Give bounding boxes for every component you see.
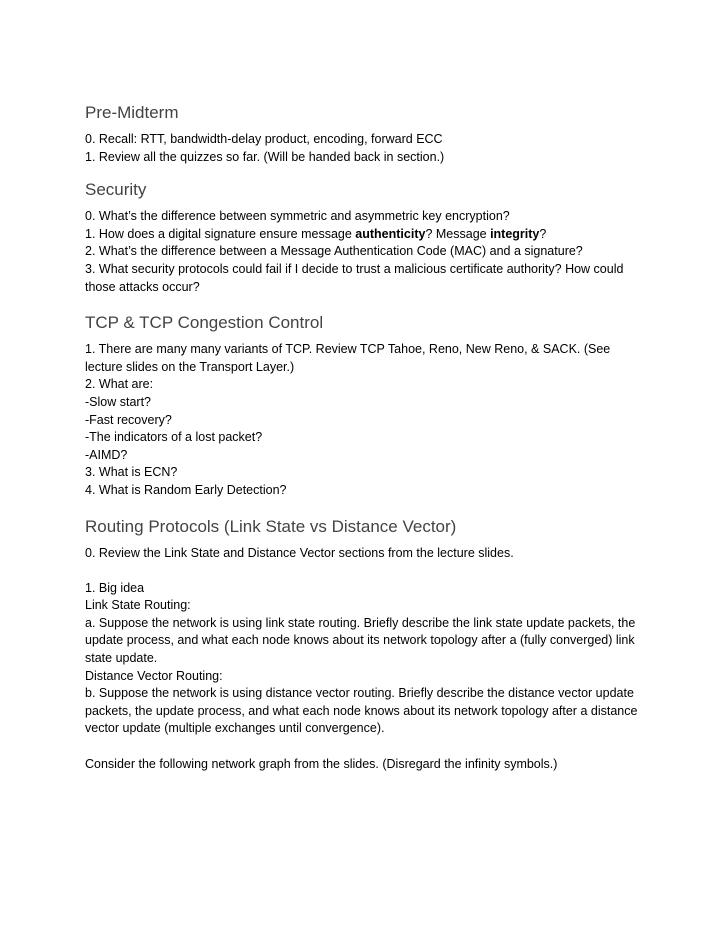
text-line: -Fast recovery? <box>85 412 172 427</box>
text-fragment: 1. How does a digital signature ensure message <box>85 226 356 241</box>
section-security <box>85 179 645 296</box>
text-line: 3. What security protocols could fail if I decide to trust a malicious certificate authority? How could those attacks occur? <box>85 261 624 294</box>
text-line <box>85 226 645 244</box>
text-line: 0. Recall: RTT, bandwidth-delay product, encoding, forward ECC <box>85 132 443 146</box>
text-line: a. Suppose the network is using link state routing. Briefly describe the link state update packets, the update process, and what each node knows about its network topology after a (fully converged) link state update. <box>85 615 636 666</box>
text-line: 3. What is ECN? <box>85 465 178 480</box>
text-line: -Slow start? <box>85 394 151 409</box>
text-line: 0. What’s the difference between symmetric and asymmetric key encryption? <box>85 209 510 224</box>
text-line: Consider the following network graph from the slides. (Disregard the infinity symbols.) <box>85 756 558 771</box>
blank-line <box>85 562 645 580</box>
text-line: 2. What are: <box>85 377 154 392</box>
section-heading: Security <box>85 180 147 200</box>
bold-term-integrity: integrity <box>490 226 540 241</box>
text-line: Link State Routing: <box>85 598 191 613</box>
text-line: -AIMD? <box>85 447 128 462</box>
text-fragment: ? <box>539 226 547 241</box>
section-routing <box>85 516 645 774</box>
section-heading: Routing Protocols (Link State vs Distance Vector) <box>85 516 457 536</box>
section-tcp <box>85 312 645 499</box>
text-line: -The indicators of a lost packet? <box>85 430 263 445</box>
document-page <box>85 102 645 786</box>
blank-line <box>85 738 645 756</box>
text-line: 2. What’s the difference between a Message Authentication Code (MAC) and a signature? <box>85 244 583 259</box>
section-heading: Pre-Midterm <box>85 103 179 122</box>
text-fragment: ? Message <box>425 226 491 241</box>
text-line: 1. There are many many variants of TCP. Review TCP Tahoe, Reno, New Reno, & SACK. (See lecture slides on the Transport Layer.) <box>85 342 611 374</box>
text-line: 1. Big idea <box>85 580 145 595</box>
text-line: b. Suppose the network is using distance vector routing. Briefly describe the distance vector update packets, the update process, and what each node knows about its network topology after a distance vector update (multiple exchanges until convergence). <box>85 686 638 736</box>
text-line: Distance Vector Routing: <box>85 668 223 683</box>
text-line: 0. Review the Link State and Distance Vector sections from the lecture slides. <box>85 545 514 560</box>
text-line: 4. What is Random Early Detection? <box>85 482 287 497</box>
bold-term-authenticity: authenticity <box>355 226 426 241</box>
section-heading: TCP & TCP Congestion Control <box>85 313 324 333</box>
section-pre-midterm <box>85 102 645 166</box>
text-line: 1. Review all the quizzes so far. (Will be handed back in section.) <box>85 149 445 164</box>
